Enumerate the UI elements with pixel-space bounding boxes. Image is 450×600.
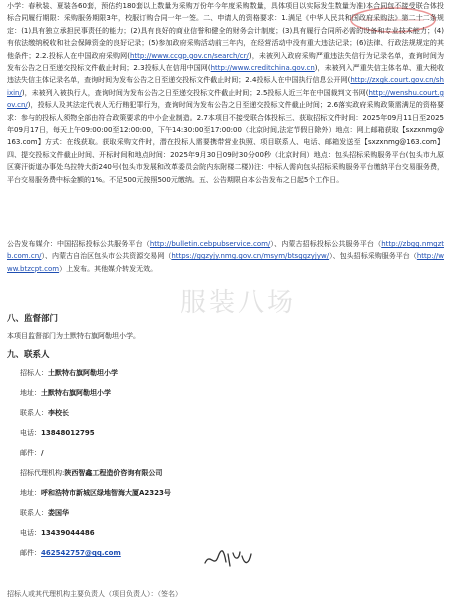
section8-heading: 八、监督部门 (7, 314, 59, 324)
wenshu-link[interactable]: http://wenshu.court.gov.cn/ (7, 88, 444, 110)
nmgztb-link[interactable]: http://zbgg.nmgztb.com.cn/ (7, 240, 445, 261)
notice-text-1: 公告发布媒介：中国招标投标公共服务平台（ (7, 240, 150, 248)
requirements-text-5: )，投标人及其法定代表人无行贿犯罪行为，查询时间为发布公告之日至递交投标文件截止时间；2.6落实政府采购政策需满足的资格要求：参与的投标人须物全部由符合政策要求的中小企业制造。2.7本项目不接受联合体投标三、获取招标文件时间：2025年09月11日至2025年09月17日，每天上午09:00:00至12:00:00，下午14:30:00至17:00:00（北京时间,法定节假日除外）地点：网上邮箱获取【sxzxnmg@163.com】方式：在线获取。获取采购文件时，潜在投标人需要携带营业执照、项目联系人、电话、邮箱发送至【sxzxnmg@163.com】四、提交投标文件截止时间、开标时间和地点时间：2025年9月30日09时30分00秒（北京时间）地点：包头招标采购服务平台(包头市九原区赛汗街道办事处乌拉特大街240号(包头市发展和改革委员会院内东附楼二楼))注：中标人需向包头招标采购服务平台缴纳平台交易服务费，平台交易服务费中标金额的1%。不足500元按照500元缴纳。五、公告期限自本公告发布之日起5个工作日。 (7, 101, 444, 184)
row-label: 邮件： (20, 549, 41, 557)
row-value: 呼和浩特市新城区绿地智海大厦A2323号 (41, 489, 171, 497)
notice-media-paragraph (7, 238, 444, 275)
row-label: 招标人： (20, 369, 48, 377)
contact-row-agency-address (20, 488, 171, 498)
row-label: 地址： (20, 489, 41, 497)
ccgp-link[interactable]: http://www.ccgp.gov.cn/search/cr/ (129, 51, 249, 60)
row-label: 联系人： (20, 509, 48, 517)
row-label: 电话： (20, 529, 41, 537)
requirements-text-1: 小学：春秋装、夏装各60套，预估约180套以上数量为采购万份年今年度采购数量，具体项目以实际发生数量为准)本合同包不接受联合体投标合同履行期限：采购服务期限3年，校服订购合同一年一签。二、申请人的资格要求：1.满足《中华人民共和国政府采购法》第二十二条规定：(1)具有独立承担民事责任的能力；(2)具有良好的商业信誉和健全的财务会计制度；(3)具有履行合同所必需的设备和专业技术能力；(4)有依法缴纳税收和社会保障资金的良好记录；(5)参加政府采购活动前三年内，在经营活动中没有重大违法记录；(6)法律、行政法规规定的其他条件；2.2.投标人在中国政府采购网( (7, 2, 444, 60)
ggzyjy-link[interactable]: https://ggzyjy.nmg.gov.cn/msym/btsggzyjyw/ (171, 252, 330, 261)
requirements-paragraph (7, 0, 444, 186)
contact-row-agency-person (20, 508, 69, 518)
row-label: 电话： (20, 429, 41, 437)
btzcpt-link[interactable]: http://www.btzcpt.com (7, 252, 445, 273)
row-label: 地址： (20, 389, 41, 397)
row-value: 陕西智鑫工程造价咨询有限公司 (64, 469, 163, 477)
row-label: 招标代理机构: (20, 469, 65, 477)
contact-row-client (20, 368, 118, 378)
notice-text-3: ）、内蒙古自治区包头市公共资源交易网（ (41, 252, 172, 261)
row-value: 娄国华 (48, 509, 69, 517)
row-label: 联系人： (20, 409, 48, 417)
creditchina-link[interactable]: http://www.creditchina.gov.cn (210, 64, 315, 73)
notice-text-5: ）上发布。其他媒介转发无效。 (59, 264, 158, 273)
notice-text-4: ）、包头招标采购服务平台（ (329, 252, 417, 261)
contact-row-agency-phone (20, 528, 95, 538)
signature-line: 招标人或其代理机构主要负责人（项目负责人）：（签名） (7, 590, 182, 598)
contact-row-client-person (20, 408, 69, 418)
row-value: 土默特右旗阿勒坦小学 (48, 369, 118, 377)
contact-row-agency (20, 468, 162, 478)
row-value: 13848012795 (41, 429, 95, 437)
contact-row-client-email (20, 448, 44, 458)
contact-row-client-address (20, 388, 111, 398)
section8-text: 本项目监督部门为土默特右旗阿勒坦小学。 (7, 332, 140, 340)
requirements-text-3: )，未被列入严重失信主体名单、重大税收违法失信主体记录名单，查询时间为发布公告之日至递交投标文件截止时间；2.4投标人在中国执行信息公开网( (7, 64, 444, 85)
section9-heading: 九、联系人 (7, 350, 50, 360)
requirements-text-4: )，未被列入被执行人，查询时间为发布公告之日至递交投标文件截止时间；2.5投标人近三年在中国裁判文书网( (21, 88, 369, 97)
row-value: / (41, 449, 44, 457)
handwritten-signature (202, 548, 254, 570)
watermark-text: 服装八场 (180, 288, 297, 318)
row-value: 土默特右旗阿勒坦小学 (41, 389, 111, 397)
row-label: 邮件： (20, 449, 41, 457)
notice-text-2: ）、内蒙古招标投标公共服务平台（ (270, 240, 382, 248)
row-value: 李校长 (48, 409, 69, 417)
contact-row-agency-email (20, 548, 121, 558)
contact-row-client-phone (20, 428, 95, 438)
zxgk-link[interactable]: http://zxgk.court.gov.cn/shixin/ (7, 76, 444, 97)
requirements-text-2: )，未被列入政府采购严重违法失信行为记录名单，查询时间为发布公告之日至递交投标文件截止时间；2.3投标人在信用中国网( (7, 51, 444, 73)
email-link[interactable]: 462542757@qq.com (41, 549, 121, 557)
row-value: 13439044486 (41, 529, 95, 537)
cebpub-link[interactable]: http://bulletin.cebpubservice.com/ (149, 240, 271, 248)
